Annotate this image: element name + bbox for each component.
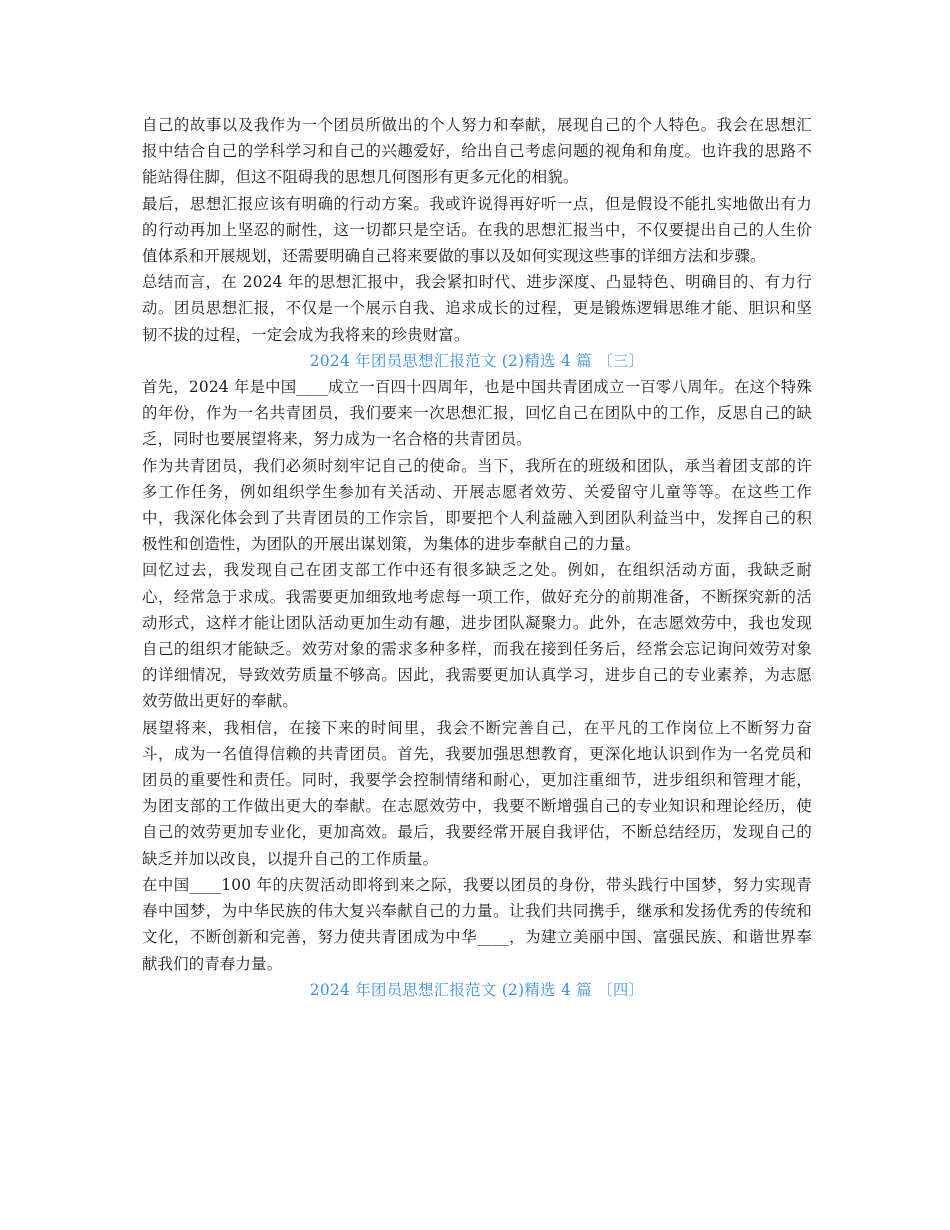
paragraph: 总结而言，在 2024 年的思想汇报中，我会紧扣时代、进步深度、凸显特色、明确目的、有力行动。团员思想汇报，不仅是一个展示自我、追求成长的过程，更是锻炼逻辑思维才能、胆识和坚韧不拔的过程，一定会成为我将来的珍贵财富。 bbox=[142, 273, 812, 344]
paragraph: 回忆过去，我发现自己在团支部工作中还有很多缺乏之处。例如，在组织活动方面，我缺乏耐心，经常急于求成。我需要更加细致地考虑每一项工作，做好充分的前期准备，不断探究新的活动形式，这样才能让团队活动更加生动有趣，进步团队凝聚力。此外，在志愿效劳中，我也发现自己的组织才能缺乏。效劳对象的需求多种多样，而我在接到任务后，经常会忘记询问效劳对象的详细情况，导致效劳质量不够高。因此，我需要更加认真学习，进步自己的专业素养，为志愿效劳做出更好的奉献。 bbox=[142, 561, 812, 711]
paragraph: 首先，2024 年是中国____成立一百四十四周年，也是中国共青团成立一百零八周年。在这个特殊的年份，作为一名共青团员，我们要来一次思想汇报，回忆自己在团队中的工作，反思自己的缺乏，同时也要展望将来，努力成为一名合格的共青团员。 bbox=[142, 378, 812, 449]
paragraph: 作为共青团员，我们必须时刻牢记自己的使命。当下，我所在的班级和团队，承当着团支部的许多工作任务，例如组织学生参加有关活动、开展志愿者效劳、关爱留守儿童等等。在这些工作中，我深化体会到了共青团员的工作宗旨，即要把个人利益融入到团队利益当中，发挥自己的积极性和创造性，为团队的开展出谋划策，为集体的进步奉献自己的力量。 bbox=[142, 456, 812, 554]
section-heading: 2024 年团员思想汇报范文 (2)精选 4 篇 〔四〕 bbox=[309, 980, 645, 999]
paragraph: 展望将来，我相信，在接下来的时间里，我会不断完善自己，在平凡的工作岗位上不断努力奋斗，成为一名值得信赖的共青团员。首先，我要加强思想教育，更深化地认识到作为一名党员和团员的重要性和责任。同时，我要学会控制情绪和耐心，更加注重细节，进步组织和管理才能，为团支部的工作做出更大的奉献。在志愿效劳中，我要不断增强自己的专业知识和理论经历，使自己的效劳更加专业化，更加高效。最后，我要经常开展自我评估，不断总结经历，发现自己的缺乏并加以改良，以提升自己的工作质量。 bbox=[142, 718, 812, 868]
paragraph: 在中国____100 年的庆贺活动即将到来之际，我要以团员的身份，带头践行中国梦，努力实现青春中国梦，为中华民族的伟大复兴奉献自己的力量。让我们共同携手，继承和发扬优秀的传统和文化，不断创新和完善，努力使共青团成为中华____，为建立美丽中国、富强民族、和谐世界奉献我们的青春力量。 bbox=[142, 875, 812, 973]
paragraph: 自己的故事以及我作为一个团员所做出的个人努力和奉献，展现自己的个人特色。我会在思想汇报中结合自己的学科学习和自己的兴趣爱好，给出自己考虑问题的视角和角度。也许我的思路不能站得住脚，但这不阻碍我的思想几何图形有更多元化的相貌。 bbox=[142, 116, 812, 187]
document-body bbox=[142, 112, 812, 1003]
paragraph: 最后，思想汇报应该有明确的行动方案。我或许说得再好听一点，但是假设不能扎实地做出有力的行动再加上坚忍的耐性，这一切都只是空话。在我的思想汇报当中，不仅要提出自己的人生价值体系和开展规划，还需要明确自己将来要做的事以及如何实现这些事的详细方法和步骤。 bbox=[142, 194, 812, 266]
section-heading: 2024 年团员思想汇报范文 (2)精选 4 篇 〔三〕 bbox=[309, 351, 645, 370]
